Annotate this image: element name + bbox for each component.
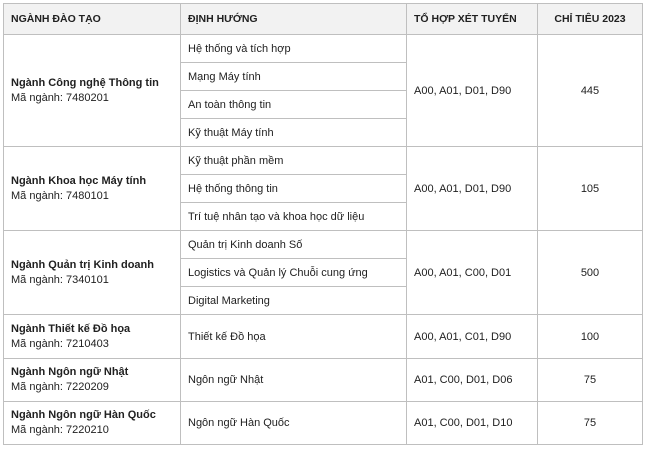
major-name: Ngành Ngôn ngữ Nhật xyxy=(11,366,129,378)
major-code: Mã ngành: 7480101 xyxy=(11,189,109,202)
orientation-cell: Ngôn ngữ Nhật xyxy=(181,359,407,402)
combo-cell: A00, A01, D01, D90 xyxy=(407,147,538,231)
major-name: Ngành Khoa học Máy tính xyxy=(11,174,147,187)
quota-cell: 75 xyxy=(538,402,643,445)
major-code: Mã ngành: 7220209 xyxy=(11,381,109,393)
orientation-cell: Mạng Máy tính xyxy=(181,63,407,91)
major-name: Ngành Ngôn ngữ Hàn Quốc xyxy=(11,409,156,421)
quota-cell: 500 xyxy=(538,231,643,315)
header-combo: TỔ HỢP XÉT TUYỂN xyxy=(407,4,538,35)
orientation-cell: Kỹ thuật phần mềm xyxy=(181,147,407,175)
table-row xyxy=(4,231,643,259)
header-row xyxy=(4,4,643,35)
orientation-cell: Thiết kế Đồ họa xyxy=(181,315,407,359)
major-cell xyxy=(4,402,181,445)
major-code: Mã ngành: 7210403 xyxy=(11,337,109,350)
major-cell xyxy=(4,359,181,402)
table-row xyxy=(4,147,643,175)
table-row xyxy=(4,402,643,445)
orientation-cell: Digital Marketing xyxy=(181,287,407,315)
quota-cell: 100 xyxy=(538,315,643,359)
admissions-table xyxy=(3,3,643,445)
combo-cell: A01, C00, D01, D10 xyxy=(407,402,538,445)
orientation-cell: Hệ thống thông tin xyxy=(181,175,407,203)
major-code: Mã ngành: 7220210 xyxy=(11,424,109,436)
header-quota: CHỈ TIÊU 2023 xyxy=(538,4,643,35)
header-orientation: ĐỊNH HƯỚNG xyxy=(181,4,407,35)
orientation-cell: Hệ thống và tích hợp xyxy=(181,35,407,63)
quota-cell: 445 xyxy=(538,35,643,147)
major-code: Mã ngành: 7480201 xyxy=(11,91,109,104)
combo-cell: A00, A01, C01, D90 xyxy=(407,315,538,359)
header-major: NGÀNH ĐÀO TẠO xyxy=(4,4,181,35)
quota-cell: 75 xyxy=(538,359,643,402)
orientation-cell: Quản trị Kinh doanh Số xyxy=(181,231,407,259)
major-cell xyxy=(4,35,181,147)
table-row xyxy=(4,359,643,402)
orientation-cell: Logistics và Quản lý Chuỗi cung ứng xyxy=(181,259,407,287)
major-name: Ngành Quản trị Kinh doanh xyxy=(11,258,154,271)
combo-cell: A00, A01, D01, D90 xyxy=(407,35,538,147)
combo-cell: A00, A01, C00, D01 xyxy=(407,231,538,315)
orientation-cell: Kỹ thuật Máy tính xyxy=(181,119,407,147)
major-name: Ngành Thiết kế Đồ họa xyxy=(11,322,131,335)
table-row xyxy=(4,35,643,63)
combo-cell: A01, C00, D01, D06 xyxy=(407,359,538,402)
orientation-cell: An toàn thông tin xyxy=(181,91,407,119)
major-cell xyxy=(4,147,181,231)
major-name: Ngành Công nghệ Thông tin xyxy=(11,76,159,89)
table-body xyxy=(4,35,643,445)
major-cell xyxy=(4,315,181,359)
major-cell xyxy=(4,231,181,315)
quota-cell: 105 xyxy=(538,147,643,231)
orientation-cell: Trí tuệ nhân tạo và khoa học dữ liệu xyxy=(181,203,407,231)
orientation-cell: Ngôn ngữ Hàn Quốc xyxy=(181,402,407,445)
table-row xyxy=(4,315,643,359)
major-code: Mã ngành: 7340101 xyxy=(11,273,109,286)
